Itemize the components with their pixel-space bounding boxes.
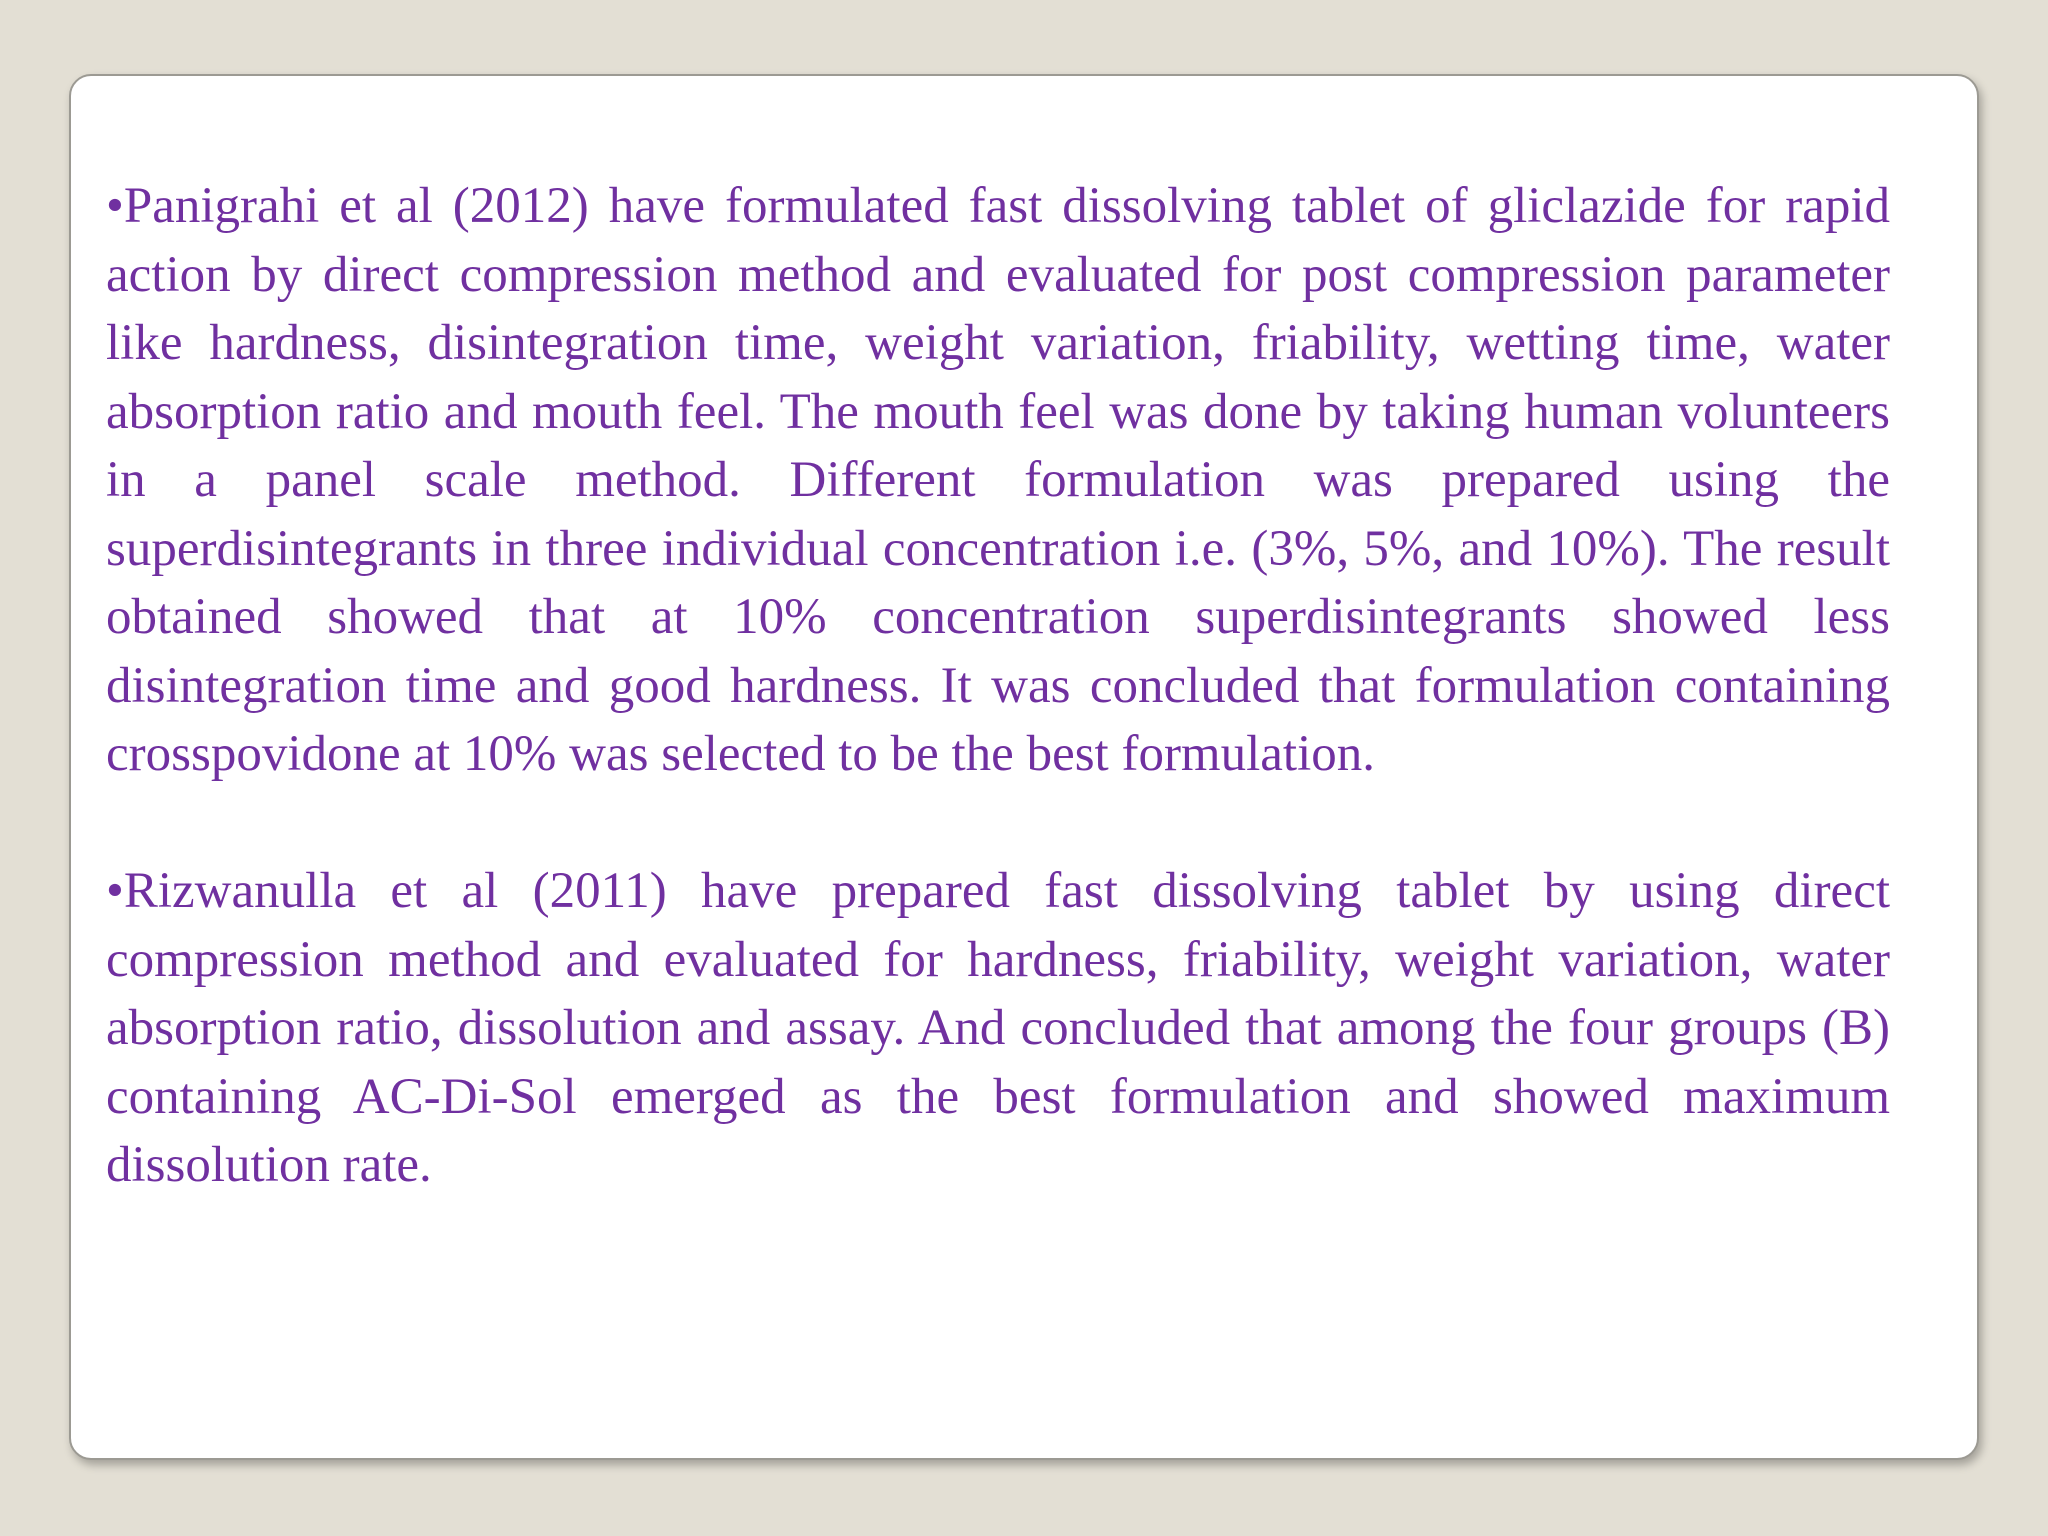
slide-body xyxy=(106,172,1890,1200)
paragraph-rizwanulla: •Rizwanulla et al (2011) have prepared fast dissolving tablet by using direct compression method and evaluated for hardness, friability, weight variation, water absorption ratio, dissolution and assay. And concluded that among the four groups (B) containing AC-Di-Sol emerged as the best formulation and showed maximum dissolution rate. xyxy=(106,863,1890,1193)
paragraph-panigrahi: •Panigrahi et al (2012) have formulated fast dissolving tablet of gliclazide for rapid action by direct compression method and evaluated for post compression parameter like hardness, disintegration time, weight variation, friability, wetting time, water absorption ratio and mouth feel. The mouth feel was done by taking human volunteers in a panel scale method. Different formulation was prepared using the superdisintegrants in three individual concentration i.e. (3%, 5%, and 10%). The result obtained showed that at 10% concentration superdisintegrants showed less disintegration time and good hardness. It was concluded that formulation containing crosspovidone at 10% was selected to be the best formulation. xyxy=(106,178,1890,782)
